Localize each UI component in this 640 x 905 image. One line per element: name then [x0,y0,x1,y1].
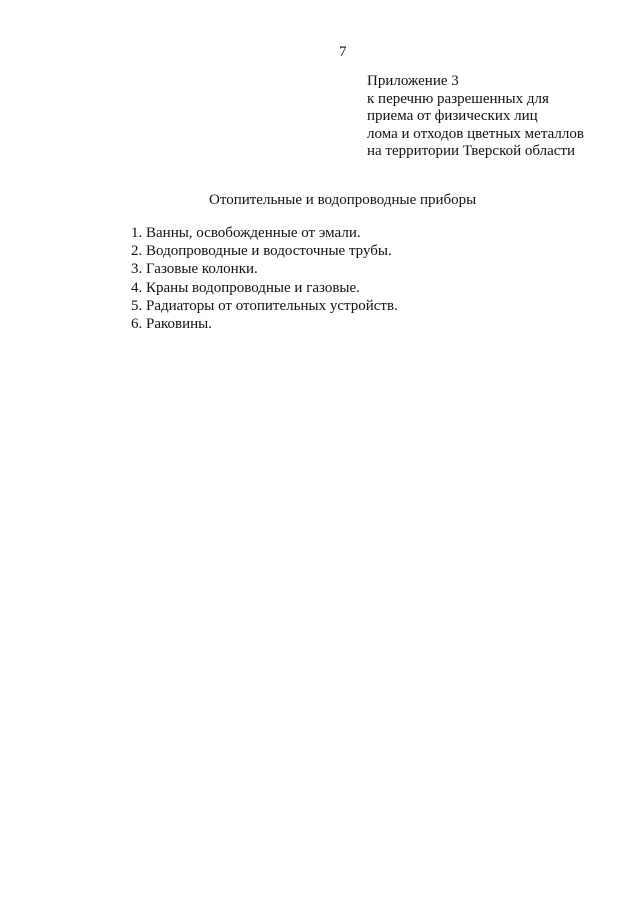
page-number: 7 [339,44,347,60]
list-item: 6. Раковины. [131,316,212,333]
list-item: 1. Ванны, освобожденные от эмали. [131,225,361,241]
appendix-line: к перечню разрешенных для [367,90,549,107]
list-item: 3. Газовые колонки. [131,261,258,278]
list-item: 4. Краны водопроводные и газовые. [131,279,360,296]
items-list [131,224,398,333]
section-title: Отопительные и водопроводные приборы [209,192,477,208]
appendix-line: приема от физических лиц [367,108,538,124]
appendix-line: лома и отходов цветных металлов [367,125,584,142]
appendix-line: Приложение 3 [367,73,459,89]
list-item: 5. Радиаторы от отопительных устройств. [131,297,398,314]
list-item: 2. Водопроводные и водосточные трубы. [131,243,392,260]
appendix-line: на территории Тверской области [367,143,576,159]
appendix-heading [367,73,584,161]
